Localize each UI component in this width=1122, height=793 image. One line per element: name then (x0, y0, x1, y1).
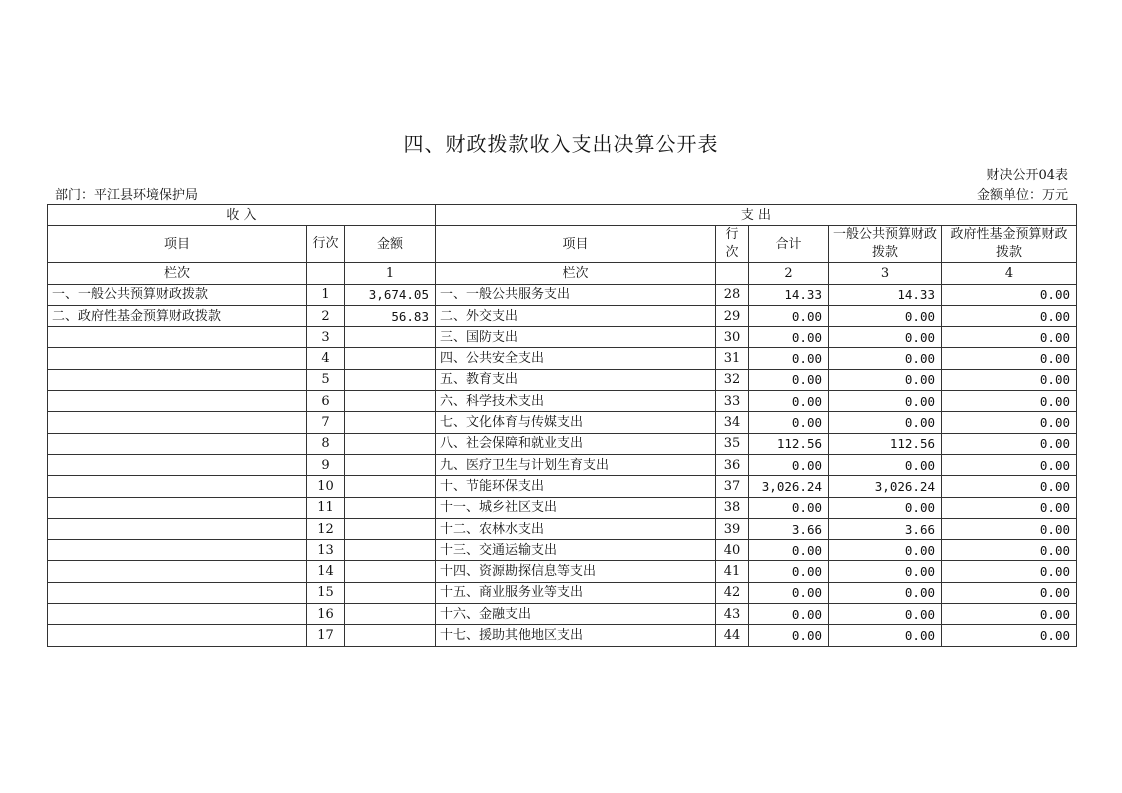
fund-budget-cell: 0.00 (942, 604, 1077, 625)
general-budget-cell: 0.00 (829, 497, 942, 518)
expense-row-no-header: 行次 (716, 226, 749, 263)
income-amount-cell (345, 369, 436, 390)
total-header: 合计 (749, 226, 829, 263)
total-amount-cell: 0.00 (749, 369, 829, 390)
general-budget-cell: 0.00 (829, 391, 942, 412)
fund-budget-cell: 0.00 (942, 284, 1077, 305)
expense-item-cell: 三、国防支出 (436, 327, 716, 348)
expense-row-no-cell: 31 (716, 348, 749, 369)
general-budget-cell: 0.00 (829, 604, 942, 625)
table-row (48, 582, 1077, 603)
total-amount-cell: 0.00 (749, 327, 829, 348)
income-item-cell (48, 327, 307, 348)
income-amount-cell (345, 497, 436, 518)
income-item-cell: 二、政府性基金预算财政拨款 (48, 305, 307, 326)
expense-col-label: 栏次 (436, 263, 716, 284)
expense-row-no-cell: 39 (716, 518, 749, 539)
fund-budget-cell: 0.00 (942, 476, 1077, 497)
expense-item-cell: 十六、金融支出 (436, 604, 716, 625)
income-amount-cell (345, 561, 436, 582)
income-amount-cell (345, 327, 436, 348)
income-row-no-cell: 12 (307, 518, 345, 539)
general-budget-cell: 3.66 (829, 518, 942, 539)
income-amount-cell (345, 476, 436, 497)
total-amount-cell: 112.56 (749, 433, 829, 454)
column-index-row (48, 263, 1077, 284)
expense-row-no-cell: 30 (716, 327, 749, 348)
expense-row-no-cell: 38 (716, 497, 749, 518)
general-budget-cell: 112.56 (829, 433, 942, 454)
expense-row-no-cell: 32 (716, 369, 749, 390)
total-amount-cell: 0.00 (749, 348, 829, 369)
income-col-label: 栏次 (48, 263, 307, 284)
header-row-sections (48, 205, 1077, 226)
income-amount-cell (345, 582, 436, 603)
income-row-no-cell: 8 (307, 433, 345, 454)
income-amount-cell (345, 518, 436, 539)
expense-item-cell: 十四、资源勘探信息等支出 (436, 561, 716, 582)
income-item-header: 项目 (48, 226, 307, 263)
income-row-no-cell: 15 (307, 582, 345, 603)
table-row (48, 369, 1077, 390)
total-amount-cell: 0.00 (749, 305, 829, 326)
table-row (48, 476, 1077, 497)
table-row (48, 540, 1077, 561)
income-row-no-cell: 14 (307, 561, 345, 582)
fund-budget-cell: 0.00 (942, 433, 1077, 454)
income-item-cell (48, 476, 307, 497)
expense-row-no-cell: 28 (716, 284, 749, 305)
table-row (48, 412, 1077, 433)
income-item-cell (48, 497, 307, 518)
general-budget-cell: 14.33 (829, 284, 942, 305)
total-amount-cell: 14.33 (749, 284, 829, 305)
expense-row-no-cell: 41 (716, 561, 749, 582)
table-row (48, 454, 1077, 475)
general-budget-cell: 0.00 (829, 561, 942, 582)
table-row (48, 497, 1077, 518)
expense-item-cell: 五、教育支出 (436, 369, 716, 390)
expense-item-cell: 二、外交支出 (436, 305, 716, 326)
table-row (48, 348, 1077, 369)
expense-row-no-cell: 37 (716, 476, 749, 497)
income-item-cell (48, 433, 307, 454)
income-item-cell (48, 348, 307, 369)
expense-item-cell: 八、社会保障和就业支出 (436, 433, 716, 454)
total-amount-cell: 0.00 (749, 540, 829, 561)
total-amount-cell: 3.66 (749, 518, 829, 539)
expense-row-no-cell: 29 (716, 305, 749, 326)
total-amount-cell: 0.00 (749, 454, 829, 475)
expense-col-3: 3 (829, 263, 942, 284)
fund-budget-cell: 0.00 (942, 561, 1077, 582)
fund-budget-cell: 0.00 (942, 327, 1077, 348)
general-budget-cell: 0.00 (829, 348, 942, 369)
fund-budget-cell: 0.00 (942, 305, 1077, 326)
fund-budget-cell: 0.00 (942, 369, 1077, 390)
table-row (48, 433, 1077, 454)
income-amount-cell (345, 412, 436, 433)
income-amount-cell (345, 391, 436, 412)
expense-item-header: 项目 (436, 226, 716, 263)
total-amount-cell: 0.00 (749, 391, 829, 412)
table-body (48, 205, 1077, 647)
income-row-no-cell: 3 (307, 327, 345, 348)
income-amount-cell (345, 604, 436, 625)
income-col-no-blank (307, 263, 345, 284)
fund-budget-cell: 0.00 (942, 625, 1077, 646)
income-item-cell (48, 518, 307, 539)
table-row (48, 391, 1077, 412)
expense-row-no-cell: 40 (716, 540, 749, 561)
income-amount-cell: 56.83 (345, 305, 436, 326)
expense-item-cell: 七、文化体育与传媒支出 (436, 412, 716, 433)
header-row-columns (48, 226, 1077, 263)
general-budget-cell: 0.00 (829, 412, 942, 433)
general-budget-cell: 0.00 (829, 582, 942, 603)
form-number: 财决公开04表 (986, 168, 1068, 183)
income-item-cell (48, 369, 307, 390)
income-row-no-cell: 5 (307, 369, 345, 390)
income-row-no-cell: 17 (307, 625, 345, 646)
income-item-cell (48, 604, 307, 625)
income-col-1: 1 (345, 263, 436, 284)
fund-budget-cell: 0.00 (942, 391, 1077, 412)
expense-item-cell: 十、节能环保支出 (436, 476, 716, 497)
expense-item-cell: 十三、交通运输支出 (436, 540, 716, 561)
income-row-no-cell: 11 (307, 497, 345, 518)
income-row-no-cell: 10 (307, 476, 345, 497)
income-row-no-cell: 7 (307, 412, 345, 433)
expense-row-no-cell: 33 (716, 391, 749, 412)
expense-row-no-cell: 34 (716, 412, 749, 433)
fund-budget-cell: 0.00 (942, 348, 1077, 369)
expense-item-cell: 十五、商业服务业等支出 (436, 582, 716, 603)
income-item-cell (48, 561, 307, 582)
income-amount-cell (345, 540, 436, 561)
income-item-cell: 一、一般公共预算财政拨款 (48, 284, 307, 305)
expense-row-no-cell: 43 (716, 604, 749, 625)
income-item-cell (48, 625, 307, 646)
income-amount-cell (345, 433, 436, 454)
expense-item-cell: 一、一般公共服务支出 (436, 284, 716, 305)
unit-label: 金额单位：万元 (976, 188, 1068, 203)
budget-table (47, 204, 1077, 647)
total-amount-cell: 3,026.24 (749, 476, 829, 497)
income-amount-cell (345, 625, 436, 646)
fund-budget-header: 政府性基金预算财政拨款 (942, 226, 1077, 263)
table-row (48, 327, 1077, 348)
table-row (48, 305, 1077, 326)
expense-item-cell: 十七、援助其他地区支出 (436, 625, 716, 646)
income-row-no-cell: 2 (307, 305, 345, 326)
fund-budget-cell: 0.00 (942, 582, 1077, 603)
income-amount-cell (345, 454, 436, 475)
table-row (48, 518, 1077, 539)
income-item-cell (48, 412, 307, 433)
expense-item-cell: 四、公共安全支出 (436, 348, 716, 369)
income-item-cell (48, 454, 307, 475)
fund-budget-cell: 0.00 (942, 518, 1077, 539)
department-label: 部门：平江县环境保护局 (55, 188, 199, 203)
expense-col-4: 4 (942, 263, 1077, 284)
fund-budget-cell: 0.00 (942, 497, 1077, 518)
expense-item-cell: 十一、城乡社区支出 (436, 497, 716, 518)
total-amount-cell: 0.00 (749, 582, 829, 603)
income-section-header: 收 入 (48, 205, 436, 226)
general-budget-cell: 0.00 (829, 454, 942, 475)
table-row (48, 625, 1077, 646)
income-item-cell (48, 391, 307, 412)
expense-section-header: 支 出 (436, 205, 1077, 226)
expense-row-no-cell: 44 (716, 625, 749, 646)
general-budget-cell: 0.00 (829, 369, 942, 390)
fund-budget-cell: 0.00 (942, 454, 1077, 475)
expense-row-no-cell: 36 (716, 454, 749, 475)
general-budget-cell: 3,026.24 (829, 476, 942, 497)
income-amount-cell (345, 348, 436, 369)
income-row-no-cell: 4 (307, 348, 345, 369)
table-row (48, 604, 1077, 625)
fund-budget-cell: 0.00 (942, 412, 1077, 433)
total-amount-cell: 0.00 (749, 497, 829, 518)
fund-budget-cell: 0.00 (942, 540, 1077, 561)
general-budget-cell: 0.00 (829, 327, 942, 348)
total-amount-cell: 0.00 (749, 604, 829, 625)
total-amount-cell: 0.00 (749, 625, 829, 646)
total-amount-cell: 0.00 (749, 561, 829, 582)
page-title: 四、财政拨款收入支出决算公开表 (403, 132, 719, 156)
expense-col-2: 2 (749, 263, 829, 284)
income-amount-header: 金额 (345, 226, 436, 263)
general-budget-cell: 0.00 (829, 625, 942, 646)
income-row-no-cell: 9 (307, 454, 345, 475)
table-row (48, 284, 1077, 305)
expense-item-cell: 六、科学技术支出 (436, 391, 716, 412)
general-budget-header: 一般公共预算财政拨款 (829, 226, 942, 263)
expense-item-cell: 九、医疗卫生与计划生育支出 (436, 454, 716, 475)
income-row-no-cell: 6 (307, 391, 345, 412)
income-row-no-cell: 13 (307, 540, 345, 561)
income-row-no-header: 行次 (307, 226, 345, 263)
income-row-no-cell: 1 (307, 284, 345, 305)
income-amount-cell: 3,674.05 (345, 284, 436, 305)
general-budget-cell: 0.00 (829, 305, 942, 326)
expense-row-no-cell: 35 (716, 433, 749, 454)
expense-col-no-blank (716, 263, 749, 284)
income-item-cell (48, 582, 307, 603)
income-item-cell (48, 540, 307, 561)
table-row (48, 561, 1077, 582)
income-row-no-cell: 16 (307, 604, 345, 625)
general-budget-cell: 0.00 (829, 540, 942, 561)
total-amount-cell: 0.00 (749, 412, 829, 433)
expense-item-cell: 十二、农林水支出 (436, 518, 716, 539)
expense-row-no-cell: 42 (716, 582, 749, 603)
